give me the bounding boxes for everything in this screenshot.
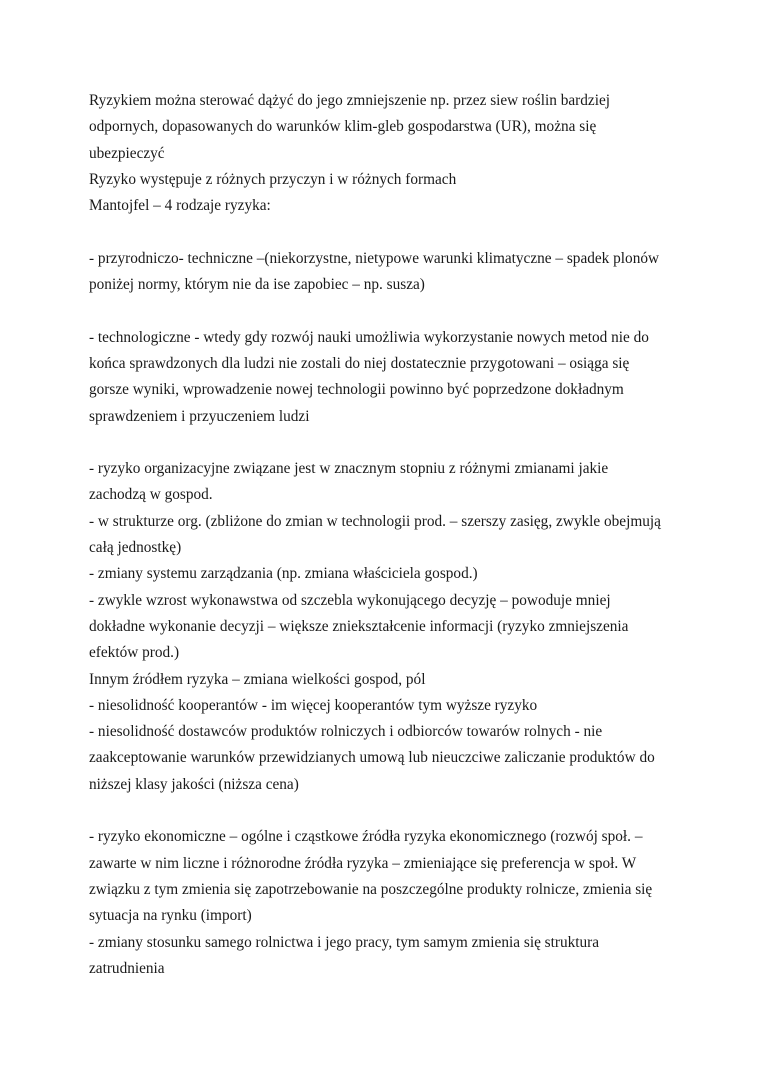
text-line: Innym źródłem ryzyka – zmiana wielkości gospod, pól [89,670,426,688]
text-line: gorsze wyniki, wprowadzenie nowej technologii powinno być poprzedzone dokładnym [89,381,624,399]
blank-line [89,298,679,324]
blank-line [89,798,679,824]
blank-line [89,430,679,456]
document-body [89,88,679,982]
text-line: - zwykle wzrost wykonawstwa od szczebla wykonującego decyzję – powoduje mniej [89,591,611,609]
text-line: Ryzykiem można sterować dążyć do jego zmniejszenie np. przez siew roślin bardziej [89,92,610,109]
text-line: - technologiczne - wtedy gdy rozwój nauki umożliwia wykorzystanie nowych metod nie do [89,328,649,346]
text-line: dokładne wykonanie decyzji – większe zniekształcenie informacji (ryzyko zmniejszenia [89,617,629,635]
text-line: Ryzyko występuje z różnych przyczyn i w różnych formach [89,170,457,188]
text-line: odpornych, dopasowanych do warunków klim-gleb gospodarstwa (UR), można się [89,118,597,136]
text-line: sprawdzeniem i przyuczeniem ludzi [89,407,310,425]
text-line: - zmiany stosunku samego rolnictwa i jego pracy, tym samym zmienia się struktura [89,933,600,951]
text-line: związku z tym zmienia się zapotrzebowanie na poszczególne produkty rolnicze, zmienia się [89,880,653,898]
text-line: - niesolidność kooperantów - im więcej kooperantów tym wyższe ryzyko [89,696,538,714]
text-line: sytuacja na rynku (import) [89,907,252,925]
text-line: zaakceptowanie warunków przewidzianych umową lub nieuczciwe zaliczanie produktów do [89,749,655,767]
text-line: - ryzyko ekonomiczne – ogólne i cząstkowe źródła ryzyka ekonomicznego (rozwój społ. – [89,828,643,846]
text-line: - ryzyko organizacyjne związane jest w znacznym stopniu z różnymi zmianami jakie [89,460,609,478]
text-line: niższej klasy jakości (niższa cena) [89,775,299,793]
text-line: Mantojfel – 4 rodzaje ryzyka: [89,197,271,215]
blank-line [89,219,679,245]
text-line: zachodzą w gospod. [89,486,213,504]
text-line: - zmiany systemu zarządzania (np. zmiana właściciela gospod.) [89,565,478,583]
text-line: zatrudnienia [89,959,165,977]
text-line: końca sprawdzonych dla ludzi nie zostali do niej dostatecznie przygotowani – osiąga się [89,354,630,372]
text-line: poniżej normy, którym nie da ise zapobiec – np. susza) [89,276,425,294]
text-line: efektów prod.) [89,644,180,662]
text-line: - niesolidność dostawców produktów rolniczych i odbiorców towarów rolnych - nie [89,723,603,741]
text-line: całą jednostkę) [89,539,182,557]
text-line: zawarte w nim liczne i różnorodne źródła ryzyka – zmieniające się preferencja w społ. W [89,854,637,872]
text-line: - w strukturze org. (zbliżone do zmian w technologii prod. – szerszy zasięg, zwykle obejmują [89,512,661,530]
text-line: ubezpieczyć [89,144,165,162]
text-line: - przyrodniczo- techniczne –(niekorzystne, nietypowe warunki klimatyczne – spadek plonów [89,249,660,267]
